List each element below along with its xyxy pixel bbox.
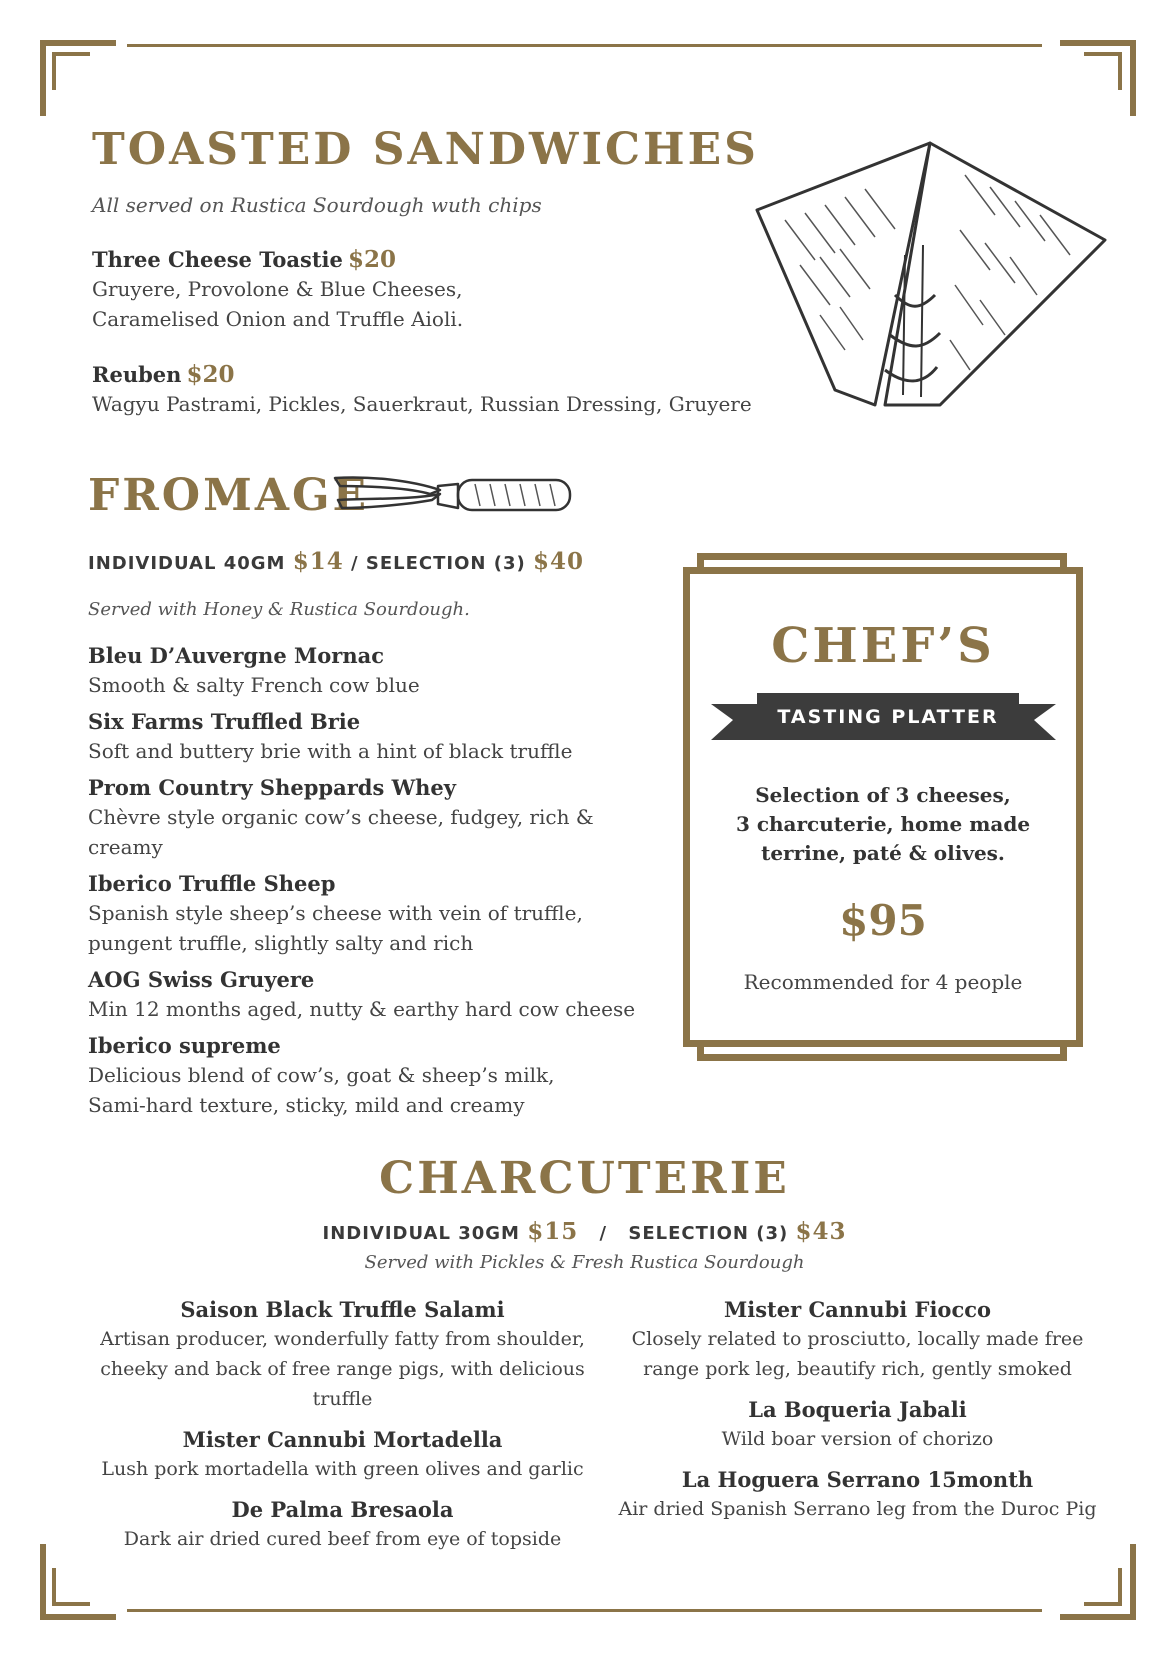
list-item	[88, 708, 648, 766]
item-desc: Soft and buttery brie with a hint of black truffle	[88, 739, 573, 763]
toasted-sandwiches-title: TOASTED SANDWICHES	[92, 124, 759, 175]
list-item	[70, 1426, 615, 1484]
item-desc: Smooth & salty French cow blue	[88, 673, 420, 697]
charcuterie-left-column	[70, 1296, 615, 1566]
list-item	[70, 1496, 615, 1554]
charcuterie-selection-price: $43	[795, 1218, 847, 1245]
fromage-individual-price: $14	[292, 548, 344, 575]
corner-bottom-right-inner	[1084, 1568, 1122, 1606]
fromage-selection-label: SELECTION (3)	[365, 553, 526, 574]
item-name: Three Cheese Toastie	[92, 247, 343, 272]
toasted-item-reuben	[92, 361, 772, 419]
item-name: Mister Cannubi Fiocco	[723, 1297, 992, 1322]
item-price: $20	[186, 361, 235, 388]
charcuterie-note: Served with Pickles & Fresh Rustica Sourdough	[364, 1252, 805, 1273]
item-desc: Delicious blend of cow’s, goat & sheep’s milk, Sami-hard texture, sticky, mild and creamy	[88, 1063, 555, 1117]
item-desc: Artisan producer, wonderfully fatty from shoulder, cheeky and back of free range pigs, with delicious truffle	[100, 1328, 585, 1410]
item-name: Prom Country Sheppards Whey	[88, 775, 456, 800]
item-price: $20	[347, 246, 396, 273]
item-desc: Lush pork mortadella with green olives and garlic	[101, 1458, 584, 1480]
fromage-individual-label: INDIVIDUAL 40GM	[88, 553, 286, 574]
item-desc: Air dried Spanish Serrano leg from the Duroc Pig	[618, 1498, 1097, 1520]
list-item	[88, 966, 648, 1024]
fromage-selection-price: $40	[532, 548, 584, 575]
chef-price: $95	[839, 896, 927, 945]
sandwich-illustration-icon	[745, 135, 1115, 425]
chef-title: CHEF’S	[771, 618, 995, 674]
charcuterie-individual-price: $15	[527, 1218, 579, 1245]
corner-bottom-left-inner	[52, 1568, 90, 1606]
item-name: La Boqueria Jabali	[748, 1397, 967, 1422]
item-desc: Gruyere, Provolone & Blue Cheeses, Caramelised Onion and Truffle Aioli.	[92, 277, 464, 331]
cheese-knife-icon	[330, 464, 580, 524]
chef-desc: Selection of 3 cheeses, 3 charcuterie, home made terrine, paté & olives.	[735, 783, 1031, 865]
item-desc: Min 12 months aged, nutty & earthy hard cow cheese	[88, 997, 636, 1021]
toasted-item-three-cheese	[92, 246, 732, 334]
item-name: Reuben	[92, 362, 182, 387]
charcuterie-title: CHARCUTERIE	[379, 1153, 790, 1204]
list-item	[610, 1396, 1105, 1454]
item-name: Six Farms Truffled Brie	[88, 709, 361, 734]
list-item	[88, 774, 648, 862]
list-item	[88, 642, 648, 700]
item-name: AOG Swiss Gruyere	[88, 967, 315, 992]
corner-top-left-inner	[52, 52, 90, 90]
item-desc: Dark air dried cured beef from eye of topside	[123, 1528, 562, 1550]
item-name: Bleu D’Auvergne Mornac	[88, 643, 384, 668]
top-border-line	[127, 44, 1042, 47]
fromage-separator: /	[351, 553, 359, 574]
charcuterie-price-line	[0, 1218, 1169, 1245]
list-item	[88, 870, 648, 958]
item-name: Iberico supreme	[88, 1033, 281, 1058]
charcuterie-individual-label: INDIVIDUAL 30GM	[322, 1223, 520, 1244]
item-name: La Hoguera Serrano 15month	[681, 1467, 1034, 1492]
list-item	[70, 1296, 615, 1414]
item-desc: Closely related to prosciutto, locally made free range pork leg, beautify rich, gently smoked	[631, 1328, 1084, 1380]
toasted-sandwiches-note: All served on Rustica Sourdough wuth chips	[92, 193, 542, 217]
charcuterie-selection-label: SELECTION (3)	[628, 1223, 789, 1244]
item-desc: Wild boar version of chorizo	[721, 1428, 994, 1450]
corner-top-right-inner	[1084, 52, 1122, 90]
bottom-border-line	[127, 1609, 1042, 1612]
chef-note: Recommended for 4 people	[743, 970, 1023, 994]
chef-ribbon: TASTING PLATTER	[757, 693, 1019, 740]
list-item	[610, 1296, 1105, 1384]
list-item	[610, 1466, 1105, 1524]
charcuterie-separator: /	[599, 1223, 608, 1244]
item-name: Mister Cannubi Mortadella	[182, 1427, 503, 1452]
fromage-note: Served with Honey & Rustica Sourdough.	[88, 599, 470, 620]
item-desc: Wagyu Pastrami, Pickles, Sauerkraut, Russian Dressing, Gruyere	[92, 392, 752, 416]
fromage-list	[88, 642, 648, 1120]
item-name: Saison Black Truffle Salami	[180, 1297, 505, 1322]
list-item	[88, 1032, 648, 1120]
item-name: De Palma Bresaola	[231, 1497, 454, 1522]
charcuterie-right-column	[610, 1296, 1105, 1536]
item-desc: Spanish style sheep’s cheese with vein of truffle, pungent truffle, slightly salty and rich	[88, 901, 583, 955]
item-name: Iberico Truffle Sheep	[88, 871, 336, 896]
item-desc: Chèvre style organic cow’s cheese, fudgey, rich & creamy	[88, 805, 594, 859]
fromage-title: FROMAGE	[88, 470, 370, 521]
fromage-price-line	[88, 548, 584, 575]
